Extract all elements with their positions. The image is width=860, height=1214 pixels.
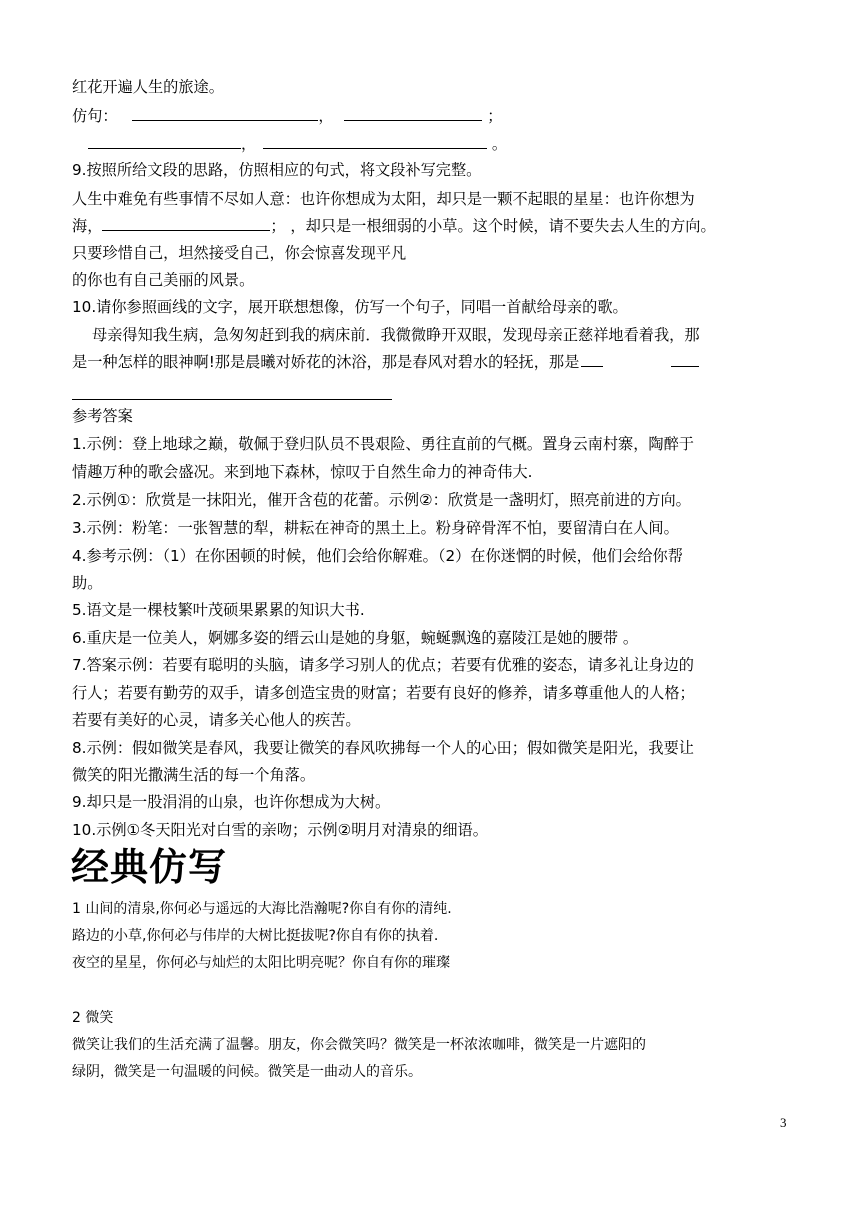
punct: ， <box>318 107 334 125</box>
section-heading: 经典仿写 <box>71 845 228 889</box>
example-1-line-2: 路边的小草,你何必与伟岸的大树比挺拔呢?你自有你的执着. <box>72 928 439 944</box>
text-line: 红花开遍人生的旅途。 <box>72 78 224 96</box>
example-2-line-1: 微笑让我们的生活充满了温馨。朋友，你会微笑吗？微笑是一杯浓浓咖啡，微笑是一片遮阳的 <box>72 1037 646 1053</box>
punct: ， <box>241 135 257 153</box>
punct: 。 <box>491 135 508 153</box>
answer-3: 3.示例：粉笔：一张智慧的犁，耕耘在神奇的黑土上。粉身碎骨浑不怕，要留清白在人间。 <box>72 519 679 537</box>
answer-7: 7.答案示例：若要有聪明的头脑，请多学习别人的优点；若要有优雅的姿态，请多礼让身边的 <box>72 656 694 674</box>
answer-blank[interactable] <box>671 352 699 367</box>
text-line: 的你也有自己美丽的风景。 <box>72 271 255 289</box>
answer-blank[interactable] <box>263 134 487 149</box>
answer-blank[interactable] <box>344 106 482 121</box>
example-1-line-1: 1 山间的清泉,你何必与遥远的大海比浩瀚呢?你自有你的清纯. <box>72 901 452 917</box>
imitation-line-1 <box>72 106 502 126</box>
text-line <box>72 216 716 236</box>
question-10: 10.请你参照画线的文字，展开联想想像，仿写一个句子，同唱一首献给母亲的歌。 <box>72 298 628 316</box>
answers-title: 参考答案 <box>72 407 133 425</box>
answer-line[interactable] <box>72 399 392 400</box>
text-line: 助。 <box>72 574 103 592</box>
answer-4: 4.参考示例：（1）在你困顿的时候，他们会给你解难。（2）在你迷惘的时候，他们会给你帮 <box>72 547 683 565</box>
answer-blank[interactable] <box>102 216 270 231</box>
answer-8: 8.示例：假如微笑是春风，我要让微笑的春风吹拂每一个人的心田；假如微笑是阳光，我要让 <box>72 739 694 757</box>
answer-2: 2.示例①：欣赏是一抹阳光，催开含苞的花蕾。示例②：欣赏是一盏明灯，照亮前进的方向。 <box>72 491 691 509</box>
text-line: 母亲得知我生病，急匆匆赶到我的病床前．我微微睁开双眼，发现母亲正慈祥地看着我，那 <box>92 326 700 344</box>
text-line: 若要有美好的心灵，请多关心他人的疾苦。 <box>72 711 361 729</box>
example-2-line-2: 绿阴，微笑是一句温暖的问候。微笑是一曲动人的音乐。 <box>72 1064 422 1080</box>
text-line <box>72 352 699 372</box>
example-1-line-3: 夜空的星星，你何必与灿烂的太阳比明亮呢？你自有你的璀璨 <box>72 955 450 971</box>
answer-10: 10.示例①冬天阳光对白雪的亲吻；示例②明月对清泉的细语。 <box>72 821 488 839</box>
text-fragment: 是一种怎样的眼神啊!那是晨曦对娇花的沐浴，那是春风对碧水的轻抚，那是 <box>72 353 580 371</box>
answer-blank[interactable] <box>132 106 318 121</box>
answer-blank[interactable] <box>581 352 603 367</box>
text-line: 微笑的阳光撒满生活的每一个角落。 <box>72 766 315 784</box>
answer-blank[interactable] <box>88 134 241 149</box>
answer-1: 1.示例：登上地球之巅，敬佩于登归队员不畏艰险、勇往直前的气概。置身云南村寨，陶醉于 <box>72 435 694 453</box>
text-line: 情趣万种的歌会盛况。来到地下森林，惊叹于自然生命力的神奇伟大. <box>72 463 533 481</box>
text-fragment: 海， <box>72 217 103 235</box>
question-9: 9.按照所给文段的思路，仿照相应的句式，将文段补写完整。 <box>72 161 482 179</box>
answer-5: 5.语文是一棵枝繁叶茂硕果累累的知识大书. <box>72 601 365 619</box>
imitation-line-2 <box>72 134 507 154</box>
text-line: 行人；若要有勤劳的双手，请多创造宝贵的财富；若要有良好的修养，请多尊重他人的人格； <box>72 684 695 702</box>
punct: ； <box>487 107 503 125</box>
imitation-label: 仿句： <box>72 107 118 125</box>
answer-6: 6.重庆是一位美人，婀娜多姿的缙云山是她的身躯，蜿蜒飘逸的嘉陵江是她的腰带 。 <box>72 629 639 647</box>
example-2-title: 2 微笑 <box>72 1010 114 1026</box>
text-line: 只要珍惜自己，坦然接受自己，你会惊喜发现平凡 <box>72 244 407 262</box>
text-line: 人生中难免有些事情不尽如人意：也许你想成为太阳，却只是一颗不起眼的星星：也许你想为 <box>72 190 695 208</box>
answer-9: 9.却只是一股涓涓的山泉，也许你想成为大树。 <box>72 793 391 811</box>
page-number: 3 <box>780 1115 787 1130</box>
text-fragment: ； ，却只是一根细弱的小草。这个时候，请不要失去人生的方向。 <box>270 217 716 235</box>
